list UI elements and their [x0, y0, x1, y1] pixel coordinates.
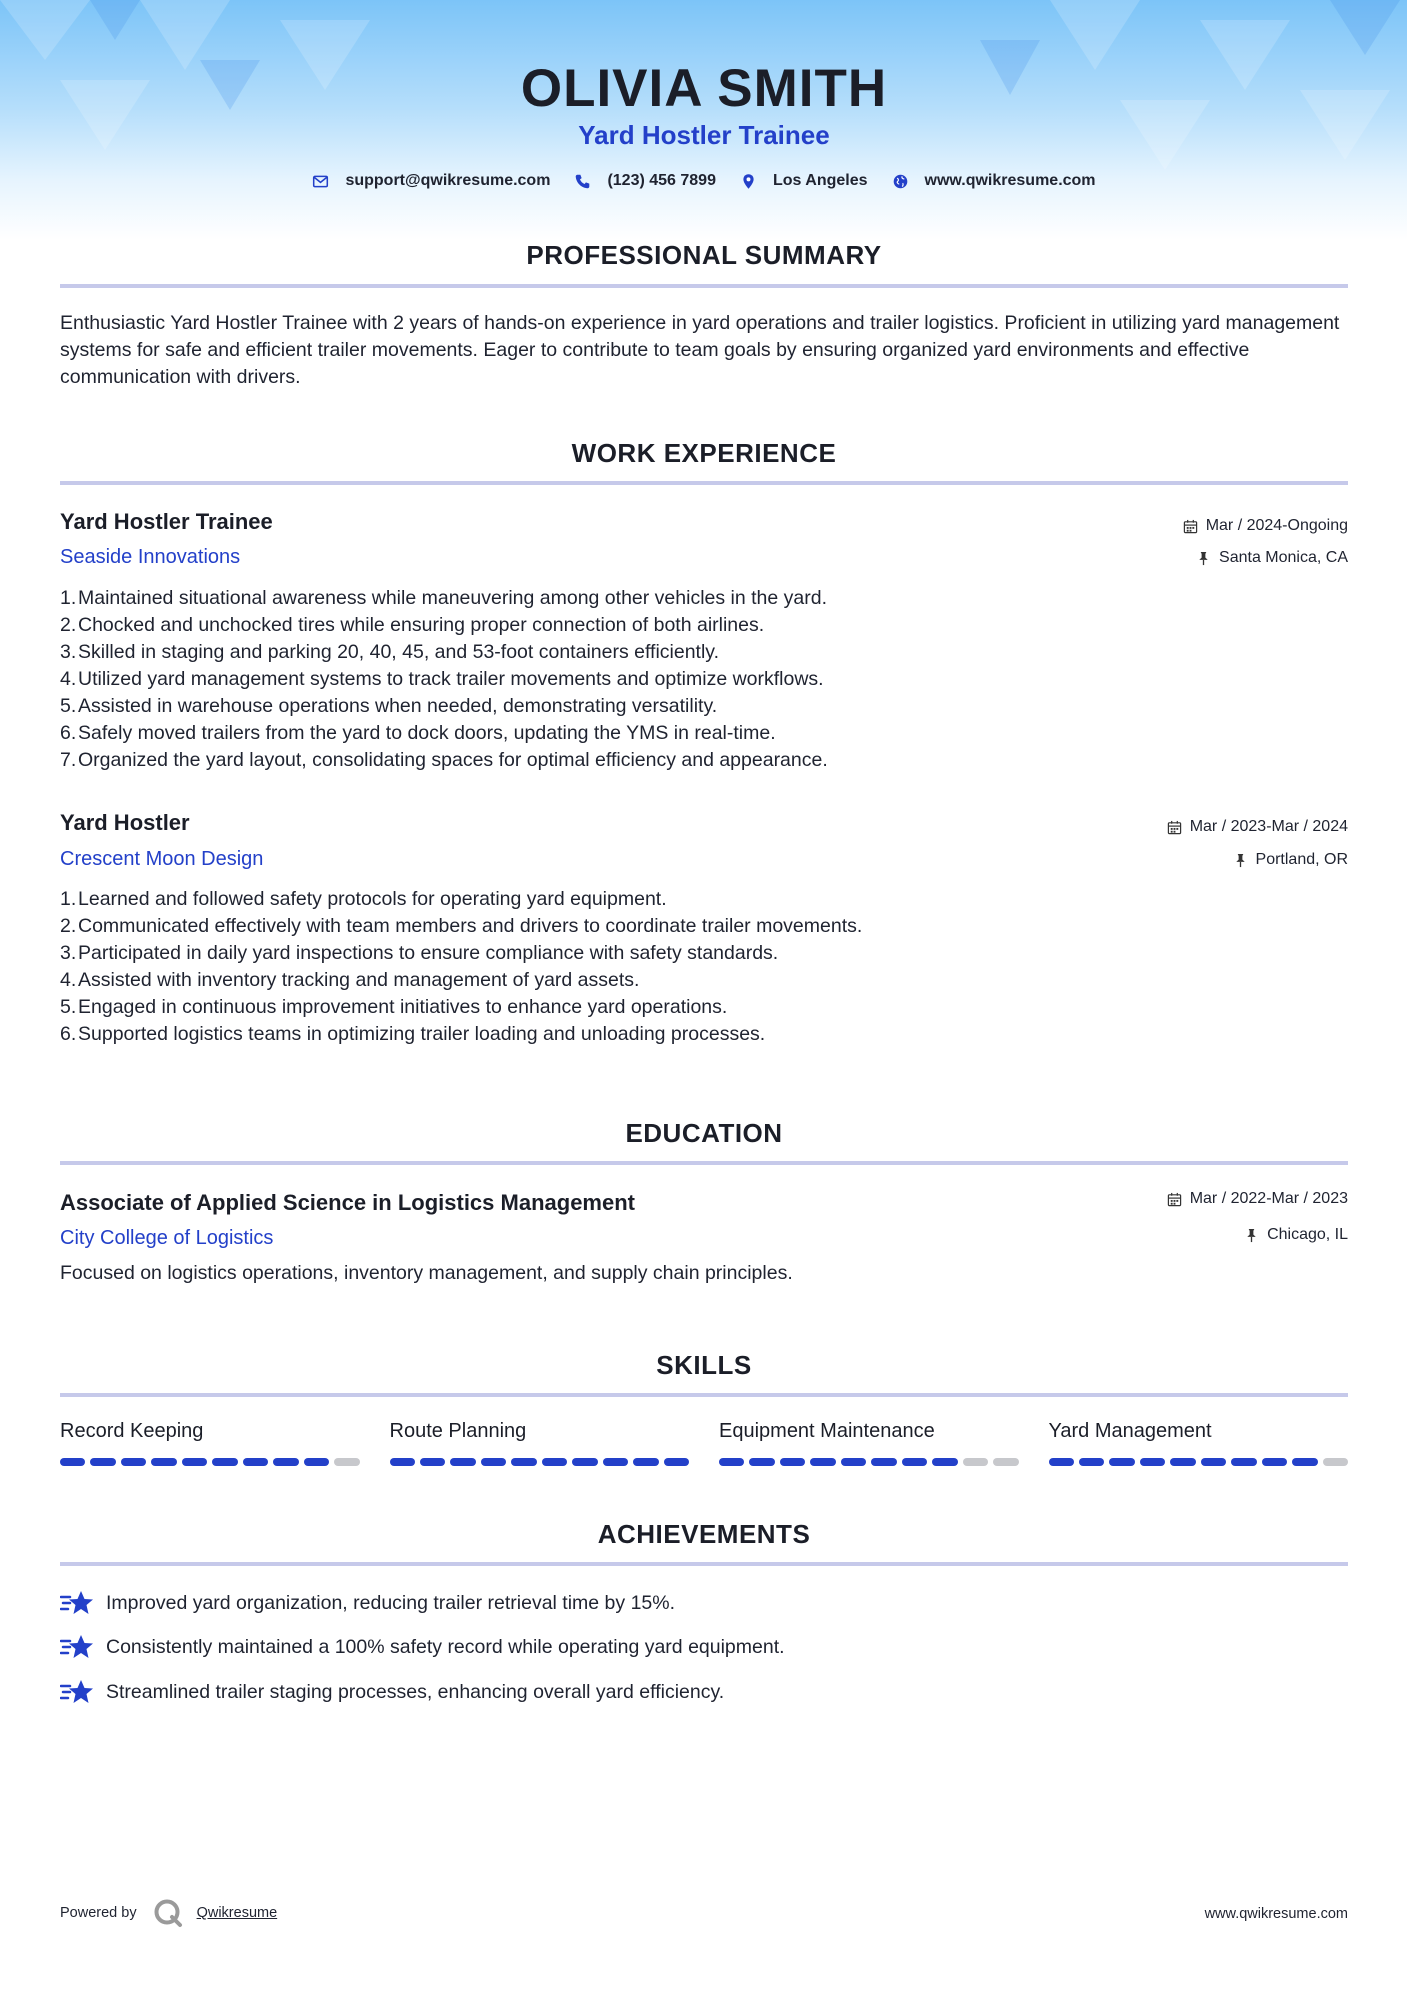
contact-email-text: support@qwikresume.com — [345, 172, 551, 189]
map-pin-icon — [740, 173, 757, 190]
list-item: 5. Assisted in warehouse operations when needed, demonstrating versatility. — [60, 695, 718, 717]
list-item: 2. Chocked and unchocked tires while ensuring proper connection of both airlines. — [60, 614, 765, 636]
contact-email[interactable] — [312, 172, 550, 190]
list-item: 1. Maintained situational awareness while maneuvering among other vehicles in the yard. — [60, 587, 828, 609]
skill-level-bar — [60, 1458, 360, 1466]
job-dates — [1167, 818, 1348, 836]
skill-segment-filled — [780, 1458, 805, 1466]
skill-item — [60, 1420, 360, 1466]
skill-name: Route Planning — [389, 1420, 527, 1442]
list-item: 7. Organized the yard layout, consolidating spaces for optimal efficiency and appearance. — [60, 749, 828, 771]
calendar-icon — [1167, 1192, 1182, 1207]
list-item: 3. Skilled in staging and parking 20, 40, 45, and 53-foot containers efficiently. — [60, 641, 720, 663]
skill-segment-filled — [749, 1458, 774, 1466]
achievement-item — [60, 1632, 1348, 1662]
education-school: City College of Logistics — [60, 1227, 274, 1249]
calendar-icon — [1183, 519, 1198, 534]
achievement-text: Improved yard organization, reducing trailer retrieval time by 15%. — [106, 1591, 676, 1614]
skill-segment-filled — [1109, 1458, 1134, 1466]
skill-item — [390, 1420, 690, 1466]
shooting-star-icon — [60, 1677, 94, 1707]
skill-segment-filled — [633, 1458, 658, 1466]
skill-level-bar — [719, 1458, 1019, 1466]
skill-segment-empty — [334, 1458, 359, 1466]
skill-segment-filled — [1201, 1458, 1226, 1466]
job-company: Seaside Innovations — [60, 546, 241, 568]
footer-powered-by — [60, 1898, 277, 1928]
skill-segment-filled — [90, 1458, 115, 1466]
skill-segment-filled — [871, 1458, 896, 1466]
skill-segment-filled — [1231, 1458, 1256, 1466]
candidate-name: OLIVIA SMITH — [520, 59, 888, 118]
job-title: Yard Hostler — [60, 810, 190, 835]
qwikresume-link[interactable]: Qwikresume — [196, 1905, 278, 1921]
skill-segment-filled — [1292, 1458, 1317, 1466]
skill-segment-filled — [212, 1458, 237, 1466]
contact-location-text: Los Angeles — [772, 172, 868, 189]
skill-segment-filled — [121, 1458, 146, 1466]
experience-heading: WORK EXPERIENCE — [571, 438, 837, 468]
skill-segment-filled — [664, 1458, 689, 1466]
globe-icon — [892, 173, 909, 190]
skills-list — [60, 1420, 1348, 1466]
job-title: Yard Hostler Trainee — [60, 509, 273, 534]
section-divider — [60, 1393, 1348, 1397]
achievements-heading: ACHIEVEMENTS — [597, 1519, 811, 1549]
phone-icon — [574, 173, 591, 190]
skill-segment-filled — [1262, 1458, 1287, 1466]
skill-segment-filled — [151, 1458, 176, 1466]
shooting-star-icon — [60, 1632, 94, 1662]
skill-item — [719, 1420, 1019, 1466]
skill-segment-filled — [450, 1458, 475, 1466]
job-location-text: Santa Monica, CA — [1219, 549, 1348, 566]
skill-segment-filled — [719, 1458, 744, 1466]
education-heading: EDUCATION — [625, 1118, 783, 1148]
skill-item — [1049, 1420, 1349, 1466]
list-item: 4. Utilized yard management systems to track trailer movements and optimize workflows. — [60, 668, 824, 690]
skill-segment-filled — [1049, 1458, 1074, 1466]
skill-segment-filled — [542, 1458, 567, 1466]
skill-segment-filled — [60, 1458, 85, 1466]
job-location — [1233, 851, 1348, 869]
section-divider — [60, 481, 1348, 485]
achievement-text: Streamlined trailer staging processes, enhancing overall yard efficiency. — [106, 1680, 725, 1703]
skill-segment-filled — [810, 1458, 835, 1466]
job-responsibilities — [60, 585, 1348, 774]
pushpin-icon — [1244, 1228, 1259, 1243]
skill-level-bar — [390, 1458, 690, 1466]
section-divider — [60, 1562, 1348, 1566]
skill-segment-filled — [932, 1458, 957, 1466]
list-item: 5. Engaged in continuous improvement initiatives to enhance yard operations. — [60, 996, 728, 1018]
contact-website[interactable] — [892, 172, 1096, 190]
pushpin-icon — [1233, 853, 1248, 868]
skill-segment-filled — [1170, 1458, 1195, 1466]
job-dates-text: Mar / 2024-Ongoing — [1205, 517, 1348, 534]
achievement-text: Consistently maintained a 100% safety record while operating yard equipment. — [106, 1635, 785, 1658]
skill-segment-filled — [273, 1458, 298, 1466]
list-item: 3. Participated in daily yard inspections to ensure compliance with safety standards. — [60, 942, 779, 964]
skill-segment-filled — [1140, 1458, 1165, 1466]
summary-text: Enthusiastic Yard Hostler Trainee with 2 years of hands-on experience in yard operations and trailer logistics. Proficient in utilizing yard management systems for safe and efficient trailer movements. Eager to contribute to team goals by ensuring organized yard environments and effective communication with drivers. — [60, 312, 1340, 388]
skill-segment-filled — [481, 1458, 506, 1466]
skill-segment-filled — [182, 1458, 207, 1466]
skill-segment-empty — [963, 1458, 988, 1466]
shooting-star-icon — [60, 1588, 94, 1618]
list-item: 6. Supported logistics teams in optimizing trailer loading and unloading processes. — [60, 1023, 766, 1045]
education-description: Focused on logistics operations, inventory management, and supply chain principles. — [60, 1262, 793, 1284]
section-divider — [60, 1161, 1348, 1165]
skill-segment-filled — [1079, 1458, 1104, 1466]
list-item: 1. Learned and followed safety protocols for operating yard equipment. — [60, 888, 667, 910]
skill-segment-filled — [390, 1458, 415, 1466]
contact-phone-text: (123) 456 7899 — [607, 172, 716, 189]
education-location-text: Chicago, IL — [1267, 1226, 1348, 1243]
education-degree: Associate of Applied Science in Logistics Management — [60, 1190, 635, 1215]
envelope-icon — [312, 173, 329, 190]
skill-segment-filled — [572, 1458, 597, 1466]
job-company: Crescent Moon Design — [60, 848, 264, 870]
job-dates-text: Mar / 2023-Mar / 2024 — [1189, 818, 1348, 835]
pushpin-icon — [1196, 551, 1211, 566]
skill-segment-filled — [243, 1458, 268, 1466]
contact-phone[interactable] — [574, 172, 716, 190]
job-location — [1196, 549, 1348, 567]
job-responsibilities — [60, 886, 1348, 1048]
skills-heading: SKILLS — [656, 1350, 752, 1380]
achievement-item — [60, 1588, 1348, 1618]
skill-segment-filled — [420, 1458, 445, 1466]
summary-heading: PROFESSIONAL SUMMARY — [526, 240, 882, 270]
skill-segment-empty — [1323, 1458, 1348, 1466]
skill-segment-filled — [511, 1458, 536, 1466]
section-divider — [60, 284, 1348, 288]
skill-name: Equipment Maintenance — [719, 1420, 935, 1442]
skill-name: Yard Management — [1048, 1420, 1212, 1442]
education-location — [1244, 1226, 1348, 1244]
contact-bar — [60, 172, 1348, 190]
footer-website[interactable]: www.qwikresume.com — [1204, 1906, 1348, 1922]
achievement-item — [60, 1677, 1348, 1707]
job-dates — [1183, 517, 1348, 535]
education-dates-text: Mar / 2022-Mar / 2023 — [1189, 1190, 1348, 1207]
skill-segment-filled — [603, 1458, 628, 1466]
skill-segment-filled — [304, 1458, 329, 1466]
calendar-icon — [1167, 820, 1182, 835]
skill-segment-empty — [993, 1458, 1018, 1466]
skill-segment-filled — [841, 1458, 866, 1466]
skill-segment-filled — [902, 1458, 927, 1466]
contact-website-text: www.qwikresume.com — [924, 172, 1096, 189]
job-location-text: Portland, OR — [1255, 851, 1348, 868]
education-dates — [1167, 1190, 1348, 1208]
powered-by-label: Powered by — [60, 1905, 137, 1921]
contact-location — [740, 172, 868, 190]
list-item: 4. Assisted with inventory tracking and management of yard assets. — [60, 969, 640, 991]
skill-name: Record Keeping — [60, 1420, 204, 1442]
qwikresume-logo-icon — [153, 1898, 183, 1928]
list-item: 2. Communicated effectively with team members and drivers to coordinate trailer movements. — [60, 915, 863, 937]
candidate-role: Yard Hostler Trainee — [578, 120, 830, 150]
skill-level-bar — [1049, 1458, 1349, 1466]
list-item: 6. Safely moved trailers from the yard to dock doors, updating the YMS in real-time. — [60, 722, 776, 744]
